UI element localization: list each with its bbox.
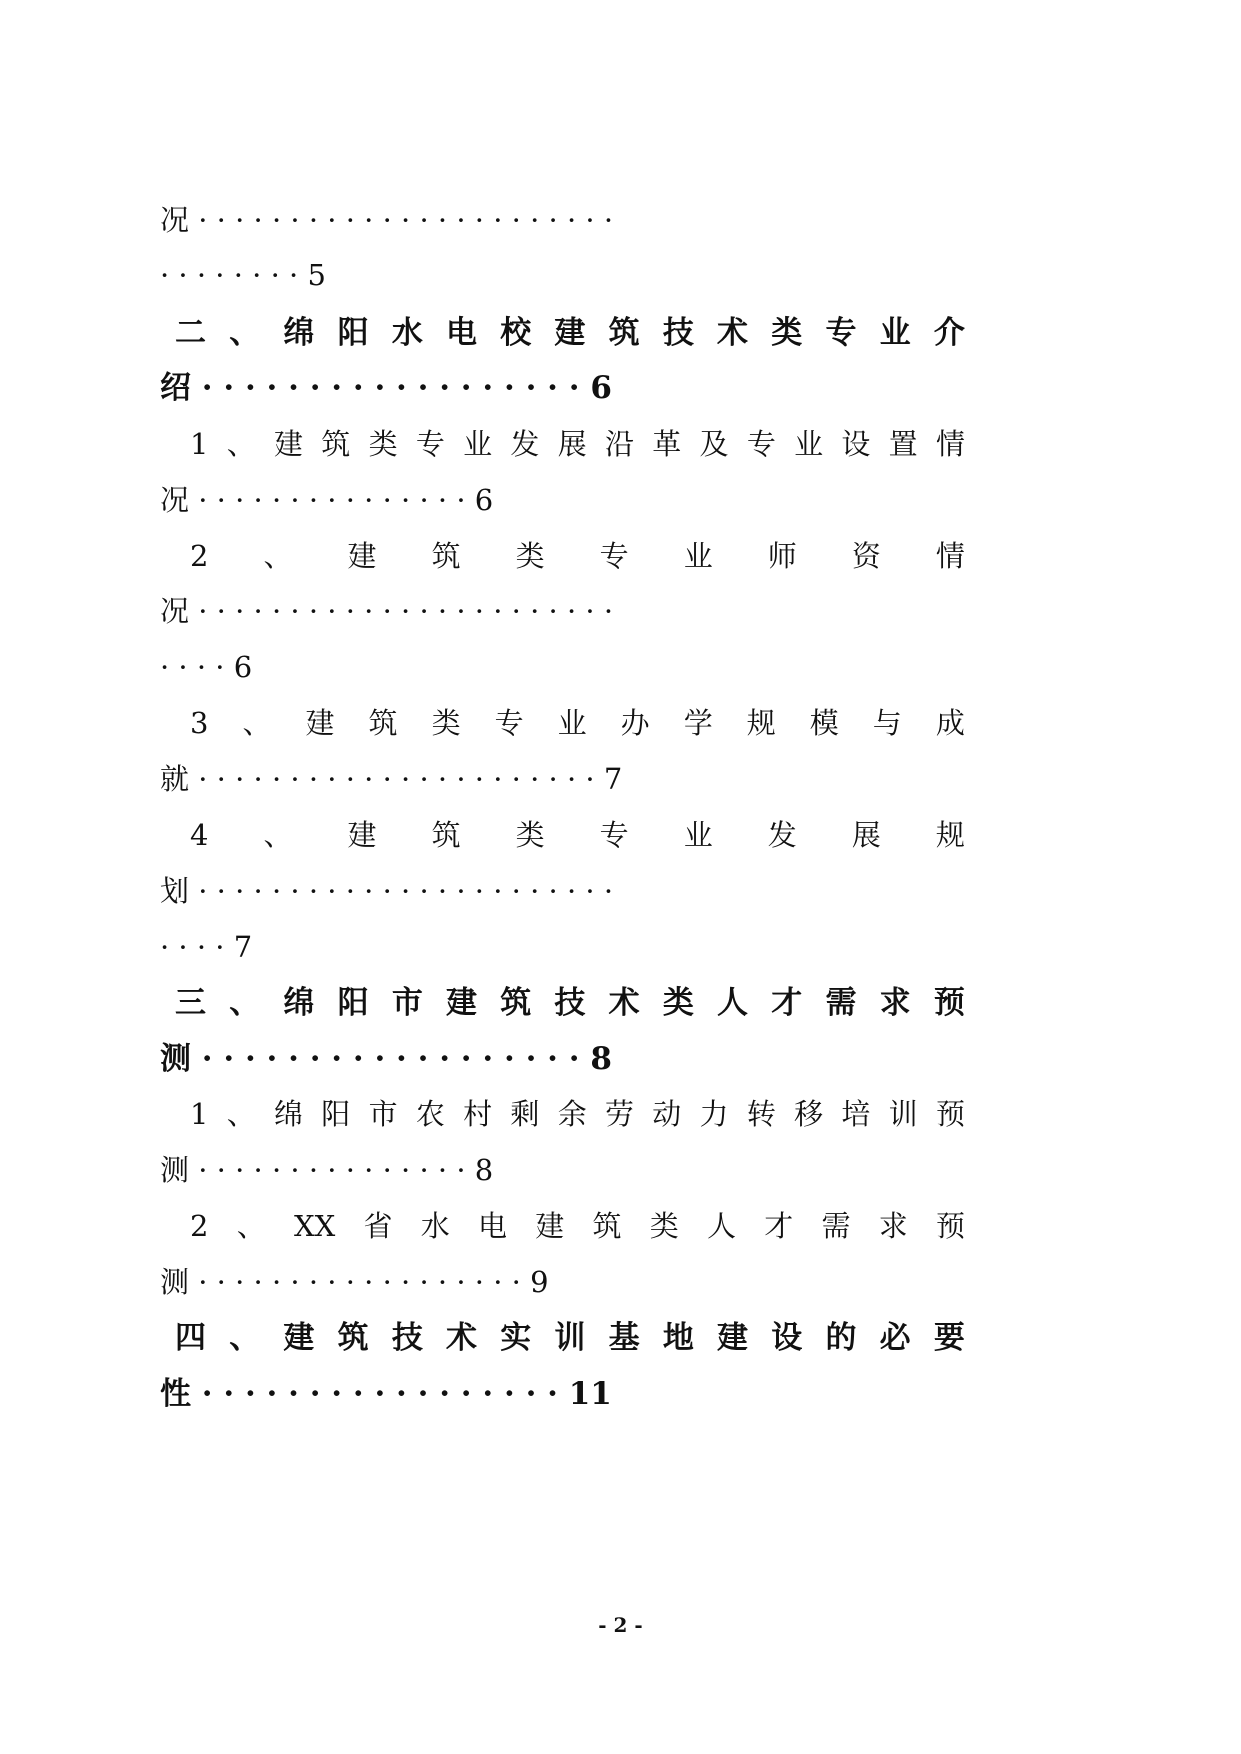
toc-char: 设: [841, 427, 871, 461]
toc-char: 类: [662, 985, 694, 1021]
toc-char: 转: [746, 1097, 776, 1131]
toc-char: 类: [649, 1209, 679, 1243]
toc-char: 筑: [431, 818, 461, 852]
toc-line: · · · · 6: [160, 650, 253, 684]
toc-char: 建: [347, 818, 377, 852]
toc-char: 训: [888, 1097, 918, 1131]
toc-char: 才: [764, 1209, 794, 1243]
toc-char: 、: [226, 1097, 256, 1131]
toc-char: 业: [794, 427, 824, 461]
toc-char: 筑: [368, 706, 398, 740]
toc-char: 电: [477, 1209, 507, 1243]
toc-char: 资: [851, 539, 881, 573]
toc-char: 电: [446, 315, 478, 351]
toc-char: 、: [263, 818, 293, 852]
toc-char: 实: [500, 1320, 532, 1356]
toc-char: 建: [347, 539, 377, 573]
toc-char: 技: [662, 315, 694, 351]
toc-char: 发: [767, 818, 797, 852]
toc-char: 与: [872, 706, 902, 740]
toc-subheading: [190, 424, 965, 464]
toc-char: 、: [229, 985, 261, 1021]
toc-char: 及: [699, 427, 729, 461]
toc-char: 术: [608, 985, 640, 1021]
toc-char: 需: [825, 985, 857, 1021]
toc-char: 展: [557, 427, 587, 461]
toc-char: 1: [190, 1097, 209, 1131]
toc-char: 1: [190, 427, 209, 461]
toc-char: 市: [368, 1097, 398, 1131]
toc-char: 业: [879, 315, 911, 351]
toc-char: 学: [683, 706, 713, 740]
toc-subheading: [190, 1094, 965, 1134]
toc-heading-4: [175, 1318, 965, 1358]
toc-char: 类: [431, 706, 461, 740]
toc-char: 业: [463, 427, 493, 461]
toc-char: 建: [446, 985, 478, 1021]
toc-char: 术: [446, 1320, 478, 1356]
toc-char: 筑: [592, 1209, 622, 1243]
toc-char: 移: [794, 1097, 824, 1131]
toc-subheading: [190, 703, 965, 743]
toc-char: 、: [229, 315, 261, 351]
toc-char: 动: [652, 1097, 682, 1131]
toc-char: 展: [851, 818, 881, 852]
toc-char: 模: [809, 706, 839, 740]
toc-char: 基: [608, 1320, 640, 1356]
toc-char: 筑: [431, 539, 461, 573]
toc-subheading: [190, 1206, 965, 1246]
toc-char: 专: [415, 427, 445, 461]
toc-char: 专: [494, 706, 524, 740]
toc-char: 筑: [337, 1320, 369, 1356]
toc-heading-3: [175, 983, 965, 1023]
toc-char: 类: [368, 427, 398, 461]
toc-char: 市: [391, 985, 423, 1021]
toc-char: 劳: [604, 1097, 634, 1131]
toc-subheading: [190, 815, 965, 855]
toc-line: · · · · 7: [160, 930, 253, 964]
toc-char: 专: [599, 818, 629, 852]
toc-char: 阳: [337, 985, 369, 1021]
toc-char: 技: [391, 1320, 423, 1356]
toc-char: 预: [935, 1097, 965, 1131]
toc-char: 的: [825, 1320, 857, 1356]
toc-char: 建: [554, 315, 586, 351]
toc-line: · · · · · · · · 5: [160, 258, 326, 292]
toc-char: 、: [242, 706, 272, 740]
toc-char: 业: [683, 539, 713, 573]
toc-char: 、: [229, 1320, 261, 1356]
toc-char: 三: [175, 985, 206, 1021]
toc-char: 技: [554, 985, 586, 1021]
toc-char: 才: [771, 985, 803, 1021]
toc-char: 绵: [283, 315, 315, 351]
toc-char: 地: [662, 1320, 694, 1356]
toc-char: 绵: [283, 985, 315, 1021]
toc-char: 剩: [510, 1097, 540, 1131]
toc-char: 水: [391, 315, 423, 351]
toc-char: 2: [190, 1209, 209, 1243]
toc-char: 水: [420, 1209, 450, 1243]
toc-char: XX: [293, 1209, 336, 1243]
toc-char: 求: [878, 1209, 908, 1243]
toc-char: 师: [767, 539, 797, 573]
toc-char: 、: [236, 1209, 266, 1243]
toc-char: 介: [933, 315, 965, 351]
toc-char: 业: [683, 818, 713, 852]
toc-char: 人: [717, 985, 749, 1021]
toc-char: 、: [226, 427, 256, 461]
page-number: - 2 -: [598, 1613, 643, 1637]
toc-char: 专: [599, 539, 629, 573]
toc-char: 预: [933, 985, 965, 1021]
toc-char: 革: [652, 427, 682, 461]
toc-char: 沿: [604, 427, 634, 461]
toc-line: 测 · · · · · · · · · · · · · · · · · · 8: [160, 1041, 612, 1077]
toc-char: 建: [283, 1320, 315, 1356]
toc-char: 设: [771, 1320, 803, 1356]
toc-char: 规: [935, 818, 965, 852]
toc-line: 性 · · · · · · · · · · · · · · · · · 11: [160, 1376, 612, 1412]
toc-char: 建: [305, 706, 335, 740]
toc-line: 况 · · · · · · · · · · · · · · · · · · · · · · ·: [160, 203, 614, 237]
toc-line: 绍 · · · · · · · · · · · · · · · · · · 6: [160, 370, 612, 406]
toc-char: 类: [771, 315, 803, 351]
toc-char: 3: [190, 706, 209, 740]
toc-char: 术: [717, 315, 749, 351]
toc-char: 筑: [321, 427, 351, 461]
toc-char: 专: [825, 315, 857, 351]
toc-heading-2: [175, 313, 965, 353]
toc-char: 规: [746, 706, 776, 740]
toc-char: 绵: [274, 1097, 304, 1131]
toc-char: 训: [554, 1320, 586, 1356]
toc-char: 校: [500, 315, 532, 351]
toc-subheading: [190, 536, 965, 576]
toc-line: 测 · · · · · · · · · · · · · · · 8: [160, 1153, 494, 1187]
toc-char: 类: [515, 818, 545, 852]
toc-char: 预: [935, 1209, 965, 1243]
toc-char: 余: [557, 1097, 587, 1131]
toc-char: 阳: [321, 1097, 351, 1131]
toc-char: 必: [879, 1320, 911, 1356]
toc-char: 农: [415, 1097, 445, 1131]
toc-char: 成: [935, 706, 965, 740]
toc-char: 省: [363, 1209, 393, 1243]
toc-line: 划 · · · · · · · · · · · · · · · · · · · · · · ·: [160, 874, 614, 908]
toc-char: 要: [933, 1320, 965, 1356]
toc-line: 况 · · · · · · · · · · · · · · · 6: [160, 483, 494, 517]
toc-char: 类: [515, 539, 545, 573]
toc-char: 专: [746, 427, 776, 461]
toc-char: 、: [263, 539, 293, 573]
toc-char: 置: [888, 427, 918, 461]
toc-line: 况 · · · · · · · · · · · · · · · · · · · · · · ·: [160, 594, 614, 628]
toc-char: 二: [175, 315, 206, 351]
toc-char: 培: [841, 1097, 871, 1131]
toc-char: 业: [557, 706, 587, 740]
toc-char: 筑: [608, 315, 640, 351]
toc-line: 测 · · · · · · · · · · · · · · · · · · 9: [160, 1265, 549, 1299]
toc-char: 发: [510, 427, 540, 461]
toc-char: 求: [879, 985, 911, 1021]
toc-char: 建: [535, 1209, 565, 1243]
toc-char: 村: [463, 1097, 493, 1131]
toc-line: 就 · · · · · · · · · · · · · · · · · · · · · · 7: [160, 762, 623, 796]
toc-char: 建: [274, 427, 304, 461]
toc-char: 需: [821, 1209, 851, 1243]
toc-char: 人: [706, 1209, 736, 1243]
toc-char: 筑: [500, 985, 532, 1021]
toc-char: 办: [620, 706, 650, 740]
toc-char: 情: [935, 539, 965, 573]
toc-char: 四: [175, 1320, 206, 1356]
toc-char: 2: [190, 539, 209, 573]
toc-char: 4: [190, 818, 209, 852]
toc-char: 力: [699, 1097, 729, 1131]
toc-char: 情: [935, 427, 965, 461]
toc-char: 阳: [337, 315, 369, 351]
toc-char: 建: [717, 1320, 749, 1356]
